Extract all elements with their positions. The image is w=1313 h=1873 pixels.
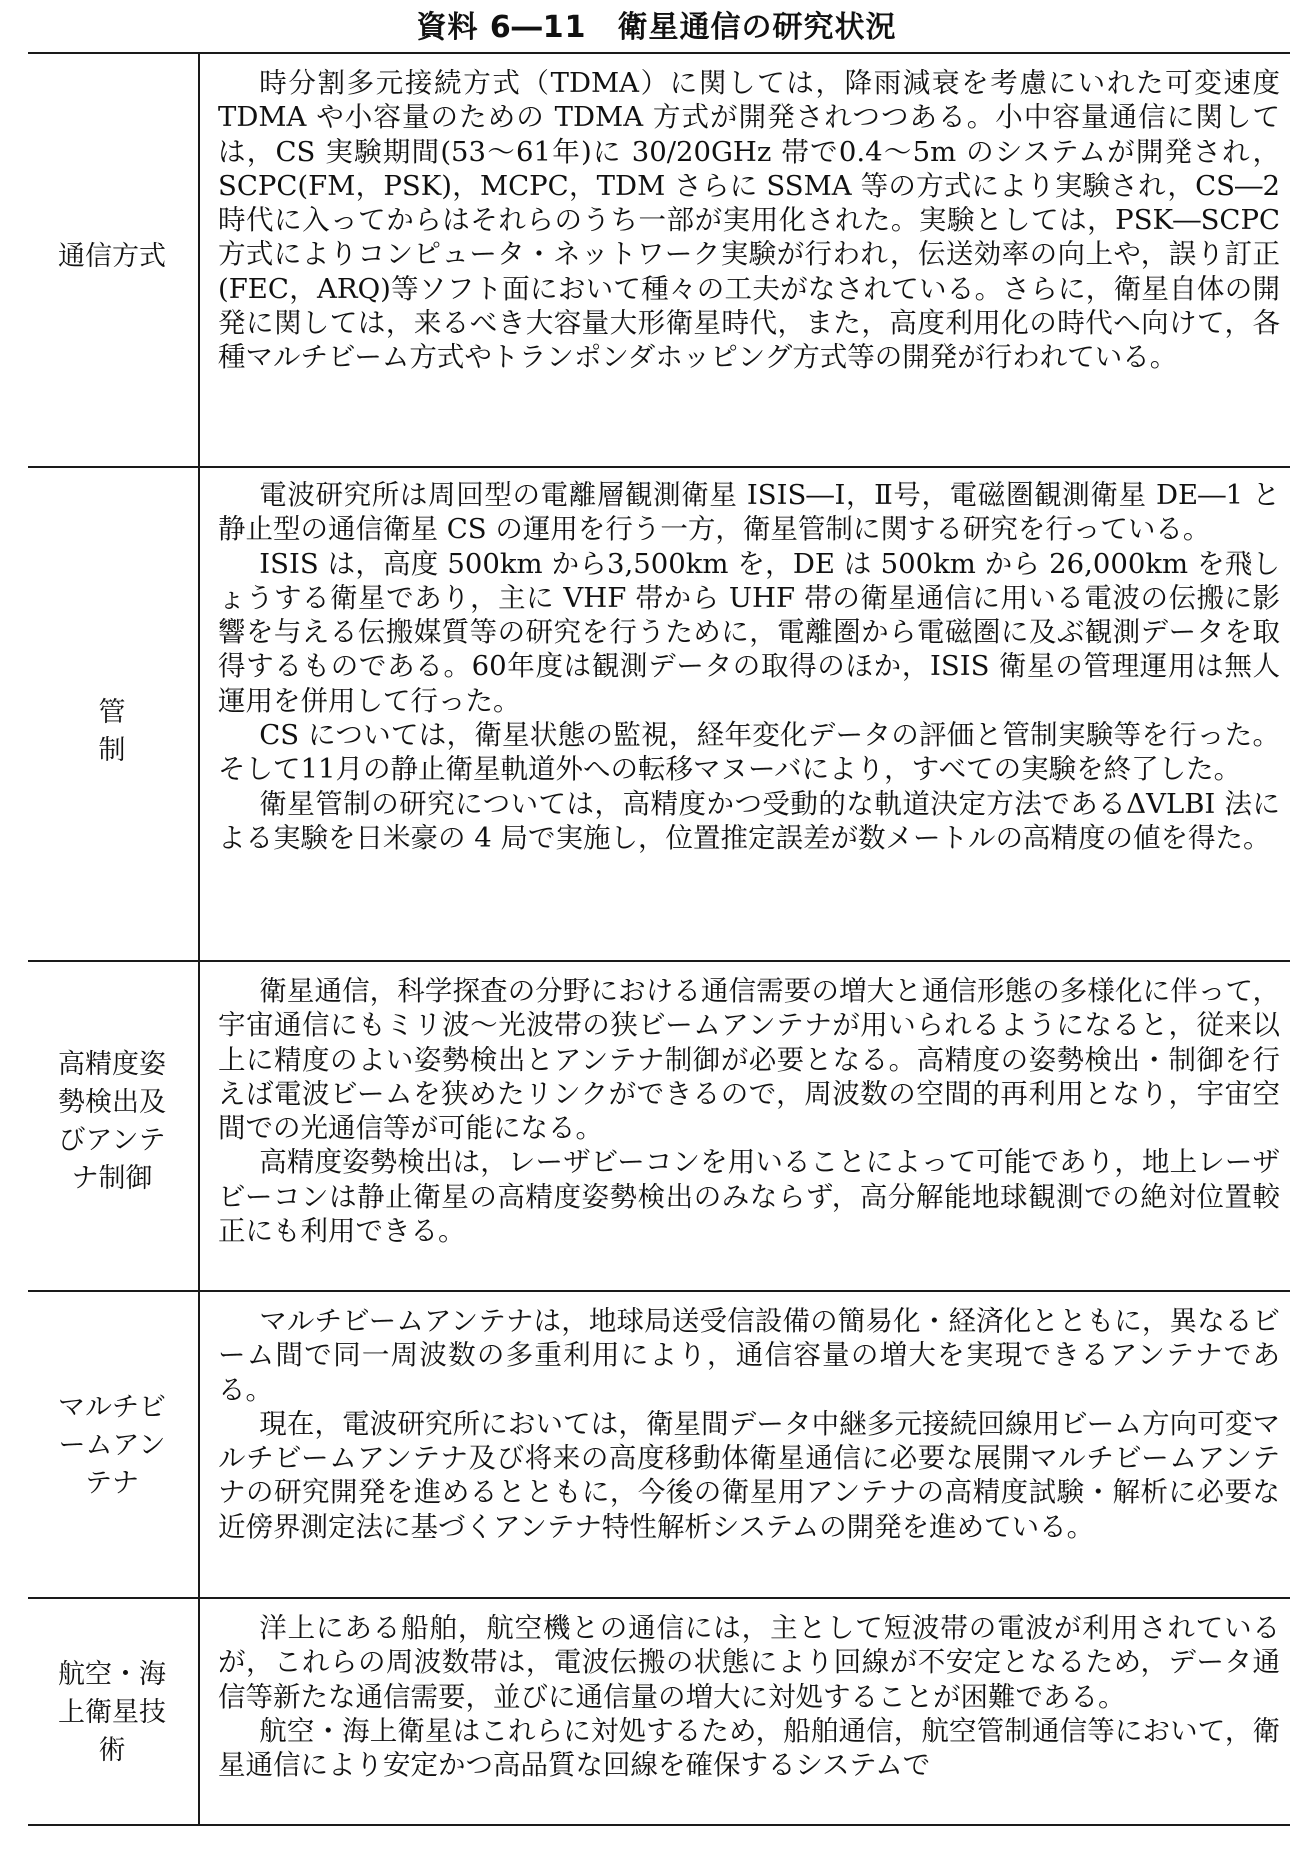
- row-body-communication-method: [218, 66, 1280, 375]
- paragraph: 洋上にある船舶，航空機との通信には，主として短波帯の電波が利用されているが，これらの周波数帯は，電波伝搬の状態により回線が不安定となるため，データ通信等新たな通信需要，並びに通信量の増大に対処することが困難である。: [218, 1612, 1280, 1713]
- row-divider: [28, 466, 1290, 468]
- paragraph: ISIS は，高度 500km から3,500km を，DE は 500km から 26,000km を飛しょうする衛星であり，主に VHF 帯から UHF 帯の衛星通信に用いる電波の伝搬に影響を与える伝搬媒質等の研究を行うために，電離圏から電磁圏に及ぶ観測データを取得するものである。60年度は観測データの取得のほか，ISIS 衛星の管理運用は無人運用を併用して行った。: [218, 547, 1280, 717]
- paragraph: 電波研究所は周回型の電離層観測衛星 ISIS―Ⅰ，Ⅱ号，電磁圏観測衛星 DE―1 と静止型の通信衛星 CS の運用を行う一方，衛星管制に関する研究を行っている。: [218, 479, 1280, 546]
- paragraph: CS については，衛星状態の監視，経年変化データの評価と管制実験等を行った。そして11月の静止衛星軌道外への転移マヌーバにより，すべての実験を終了した。: [218, 719, 1280, 786]
- row-label-control: 管制: [98, 697, 176, 766]
- paragraph: 高精度姿勢検出は，レーザビーコンを用いることによって可能であり，地上レーザビーコンは静止衛星の高精度姿勢検出のみならず，高分解能地球観測での絶対位置較正にも利用できる。: [218, 1146, 1280, 1248]
- paragraph: 航空・海上衛星はこれらに対処するため，船舶通信，航空管制通信等において，衛星通信により安定かつ高品質な回線を確保するシステムで: [218, 1714, 1280, 1782]
- row-divider: [28, 1290, 1290, 1292]
- row-label-aero-maritime-satellite: 航空・海 上衛星技 術: [58, 1659, 166, 1766]
- row-body-control: [218, 478, 1280, 855]
- row-body-multibeam-antenna: [218, 1304, 1280, 1544]
- paragraph: 時分割多元接続方式（TDMA）に関しては，降雨減衰を考慮にいれた可変速度 TDMA や小容量のための TDMA 方式が開発されつつある。小中容量通信に関しては，CS 実験期間(53～61年)に 30/20GHz 帯で0.4～5m のシステムが開発され，SCPC(FM，PSK)，MCPC，TDM さらに SSMA 等の方式により実験され，CS―2 時代に入ってからはそれらのうち一部が実用化された。実験としては，PSK―SCPC 方式によりコンピュータ・ネットワーク実験が行われ，伝送効率の向上や，誤り訂正(FEC，ARQ)等ソフト面において種々の工夫がなされている。さらに，衛星自体の開発に関しては，来るべき大容量大形衛星時代，また，高度利用化の時代へ向けて，各種マルチビーム方式やトランポンダホッピング方式等の開発が行われている。: [218, 67, 1280, 374]
- row-body-aero-maritime-satellite: [218, 1611, 1280, 1782]
- row-label-communication-method: 通信方式: [58, 241, 166, 272]
- document-title: 資料 6―11 衛星通信の研究状況: [416, 10, 897, 45]
- paragraph: 現在，電波研究所においては，衛星間データ中継多元接続回線用ビーム方向可変マルチビームアンテナ及び将来の高度移動体衛星通信に必要な展開マルチビームアンテナの研究開発を進めるとともに，今後の衛星用アンテナの高精度試験・解析に必要な近傍界測定法に基づくアンテナ特性解析システムの開発を進めている。: [218, 1407, 1280, 1543]
- row-label-multibeam-antenna: マルチビ ームアン テナ: [58, 1392, 166, 1499]
- paragraph: 衛星通信，科学探査の分野における通信需要の増大と通信形態の多様化に伴って，宇宙通信にもミリ波～光波帯の狭ビームアンテナが用いられるようになると，従来以上に精度のよい姿勢検出とアンテナ制御が必要となる。高精度の姿勢検出・制御を行えば電波ビームを狭めたリンクができるので，周波数の空間的再利用となり，宇宙空間での光通信等が可能になる。: [218, 975, 1280, 1145]
- row-body-attitude-antenna-control: [218, 974, 1280, 1248]
- row-divider: [28, 1597, 1290, 1599]
- column-divider: [198, 52, 200, 1824]
- paragraph: マルチビームアンテナは，地球局送受信設備の簡易化・経済化とともに，異なるビーム間で同一周波数の多重利用により，通信容量の増大を実現できるアンテナである。: [218, 1305, 1280, 1406]
- paragraph: 衛星管制の研究については，高精度かつ受動的な軌道決定方法であるΔVLBI 法による実験を日米豪の 4 局で実施し，位置推定誤差が数メートルの高精度の値を得た。: [218, 787, 1280, 854]
- row-label-attitude-antenna-control: 高精度姿 勢検出及 びアンテ ナ制御: [58, 1049, 166, 1194]
- table-top-rule: [28, 52, 1290, 54]
- table-bottom-rule: [28, 1824, 1290, 1826]
- row-divider: [28, 960, 1290, 962]
